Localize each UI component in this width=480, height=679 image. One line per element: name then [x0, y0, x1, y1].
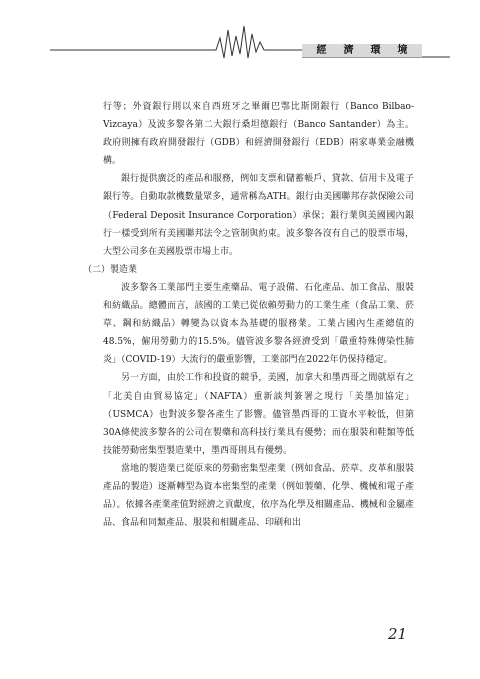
header-title-char: 境 [397, 45, 408, 56]
header-section-title [302, 44, 422, 57]
page-number: 21 [388, 625, 408, 643]
paragraph-trade-competition: 另一方面，由於工作和投資的競爭，美國，加拿大和墨西哥之間就原有之「北美自由貿易協定」（NAFTA）重新談判簽署之現行「美墨加協定」（USMCA）也對波多黎各產生了影響。儘管墨西哥的工資水平較低，但第30A條使波多黎各的公司在製藥和高科技行業具有優勢；而在服裝和鞋類等低技能勞動密集型製造業中，墨西哥則具有優勢。 [103, 373, 414, 456]
header-title-char: 經 [316, 45, 327, 56]
header-title-char: 濟 [343, 45, 354, 56]
paragraph-industry-overview: 波多黎各工業部門主要生產藥品、電子設備、石化產品、加工食品、服裝和紡織品。總體而言，該國的工業已從依賴勞動力的工業生產（食品工業、菸草、鋼和紡織品）轉變為以資本為基礎的服務業。工業占國內生產總值的48.5%，僱用勞動力的15.5%。儘管波多黎各經濟受到「嚴重特殊傳染性肺炎」（COVID-19）大流行的嚴重影響，工業部門在2022年仍保持穩定。 [103, 282, 414, 366]
header-title-char: 環 [370, 45, 381, 56]
body-text [83, 98, 414, 532]
section-heading-manufacturing: （二）製造業 [83, 264, 138, 275]
paragraph-banking-foreign: 行等；外資銀行則以來自西班牙之畢爾巴鄂比斯開銀行（Banco Bilbao-Vizcaya）及波多黎各第二大銀行桑坦德銀行（Banco Santander）為主。政府則擁有政府開發銀行（GDB）和經濟開發銀行（EDB）兩家專業金融機構。 [103, 102, 414, 167]
paragraph-banking-services: 銀行提供廣泛的產品和服務，例如支票和儲蓄帳戶、貸款、信用卡及電子銀行等。自動取款機數量眾多，通常稱為ATH。銀行由美國聯邦存款保險公司（Federal Deposit Insurance Corporation）承保；銀行業與美國國內銀行一樣受到所有美國聯邦法令之管制與約束。波多黎各沒有自己的股票市場，大型公司多在美國股票市場上市。 [103, 174, 414, 257]
paragraph-manufacturing-transition: 當地的製造業已從原來的勞動密集型產業（例如食品、菸草、皮革和服裝產品的製造）逐漸轉型為資本密集型的產業（例如製藥、化學、機械和電子產品）。依據各產業產值對經濟之貢獻度，依序為化學及相關產品、機械和金屬產品、食品和同類產品、服裝和相關產品、印刷和出 [103, 463, 414, 529]
